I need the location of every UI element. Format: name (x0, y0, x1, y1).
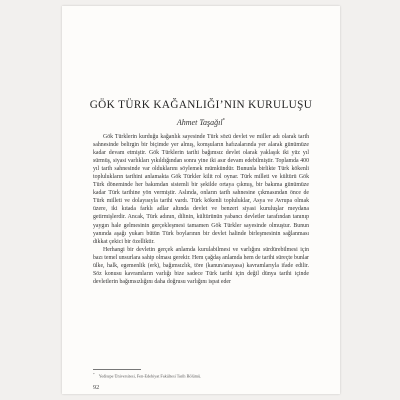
footnote-divider (93, 369, 141, 370)
author-name (62, 118, 340, 127)
page-number: 92 (93, 384, 100, 391)
author-footnote-mark: * (222, 118, 226, 124)
book-page (62, 6, 340, 394)
chapter-title: GÖK TÜRK KAĞANLIĞI’NIN KURULUŞU (89, 99, 313, 111)
paragraph-1: Gök Türklerin kurduğu kağanlık sayesinde Türk sözü devlet ve miller adı olarak tarih sahnesinde belirgin bir biçimde yer almış, komşuların hafızalarında yer alarak günümüze kadar devam etmiştir. Gök Türklerin tarihi bağımsız devlet olarak yaklaşık iki yüz yıl sürmüş, siyasi varlıkları yıkıldığından sonra yine iki asır devam edebilmiştir. Toplamda 400 yıl tarih sahnesinde var olduklarını söylemek mümkündür. Bununla birlikte Türk kökenli toplulukların tarihini anlamakta Gök Türkler kilit rol oynar. Türk milleti ve kültürü Gök Türk döneminde her bakımdan sistemli bir şekilde ortaya çıkmış, bir bakıma günümüze kadar Türk tarihine yön vermiştir. Aslında, onların tarih sahnesine çıkmasından önce de Türk milleti ve dolayısıyla tarihi vardı. Türk kökenli topluluklar, Asya ve Avrupa olmak üzere, iki kıtada farklı adlar altında devlet ve benzeri siyasi kuruluşlar meydana getirmişlerdir. Ancak, Türk adının, dilinin, kültürünün yabancı devletler tarafından tanınıp yaygın hale gelmesinin gerçekleşmesi tamamen Gök Türkler sayesinde olmuştur. Bunun yanında aşağı yukarı bütün Türk boylarının bir devlet halinde birleşmesinin sağlanması dikkat çekici bir özelliktir. (93, 134, 309, 245)
body-text (93, 133, 309, 286)
footnote (93, 372, 309, 378)
author-name-text: Ahmet Taşağıl (176, 118, 223, 127)
paragraph-2: Herhangi bir devletin gerçek anlamda kurulabilmesi ve varlığını sürdürebilmesi için bazı temel unsurlara sahip olması gerekir. Hem çağdaş anlamda hem de tarihi süreçte bunlar ülke, halk, egemenlik (erk), bağımsızlık, töre (kanun/anayasa) kavramlarıyla ifade edilir. Söz konusu kavramların varlığı bize sadece Türk tarihi için değil dünya tarihi içinde devletlerin bağımsızlığını daha doğrusu varlığını ispat eder (93, 246, 309, 285)
footnote-text: Yeditepe Üniversitesi, Fen-Edebiyat Fakültesi Tarih Bölümü. (98, 373, 202, 379)
footnote-mark: * (93, 372, 95, 376)
